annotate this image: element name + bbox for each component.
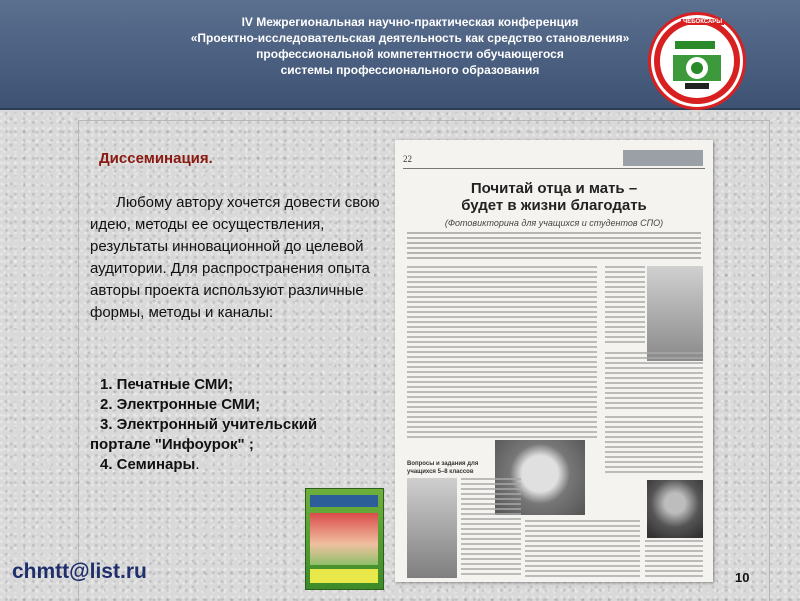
list-item: 2. Электронные СМИ; [100, 396, 261, 413]
list-item [90, 455, 390, 475]
conference-title [175, 14, 645, 78]
doc-rule [403, 168, 705, 169]
list-trailing: . [195, 456, 200, 473]
logo-emblem-icon [651, 15, 743, 107]
college-logo [648, 12, 746, 110]
contact-email[interactable]: chmtt@list.ru [12, 560, 147, 583]
doc-page-number: 22 [403, 154, 412, 164]
title-line: профессиональной компетентности обучающегося [256, 47, 564, 61]
section-heading: Диссеминация. [99, 150, 213, 167]
doc-authors-text [407, 232, 701, 260]
doc-quiz-text [645, 540, 703, 578]
doc-title-line: будет в жизни благодать [461, 197, 647, 214]
magazine-cover [305, 488, 384, 590]
slide-number: 10 [735, 570, 750, 585]
logo-label: ЧЕБОКСАРЫ [683, 19, 723, 25]
doc-monument-photo [407, 478, 457, 578]
doc-title-line: Почитай отца и мать – [470, 180, 638, 197]
doc-statue-photo [647, 266, 703, 361]
doc-right-text [605, 352, 703, 410]
magazine-photo [310, 513, 378, 565]
channels-list [90, 375, 390, 475]
doc-title [395, 180, 713, 214]
document-scan [395, 140, 713, 582]
list-item-text: 4. Семинары [100, 456, 196, 473]
magazine-footer-band [310, 569, 378, 583]
doc-quiz-text [525, 520, 640, 578]
title-line: IV Межрегиональная научно-практическая конференция [241, 15, 579, 29]
doc-soldier-photo [647, 480, 703, 538]
doc-masthead [623, 150, 703, 166]
list-item: 1. Печатные СМИ; [100, 376, 234, 393]
doc-right-text [605, 416, 703, 476]
title-line: системы профессионального образования [280, 63, 540, 77]
title-line: «Проектно-исследовательская деятельность как средство становления» [190, 31, 630, 45]
magazine-masthead [310, 495, 378, 507]
body-paragraph: Любому автору хочется довести свою идею, методы ее осуществления, результаты инновационной до целевой аудитории. Для распространения опыта авторы проекта используют различные формы, методы и каналы: [90, 194, 380, 321]
doc-column-text [407, 266, 597, 441]
doc-subtitle: (Фотовикторина для учащихся и студентов СПО) [444, 218, 664, 228]
doc-quiz-heading: Вопросы и задания для учащихся 5–8 классов [407, 461, 479, 475]
body-text [90, 148, 380, 324]
header-banner [0, 0, 800, 110]
list-item: 3. Электронный учительский [100, 416, 318, 433]
doc-right-text [605, 266, 645, 346]
list-item: портале "Инфоурок" ; [90, 436, 254, 453]
doc-quiz-text [461, 478, 521, 578]
